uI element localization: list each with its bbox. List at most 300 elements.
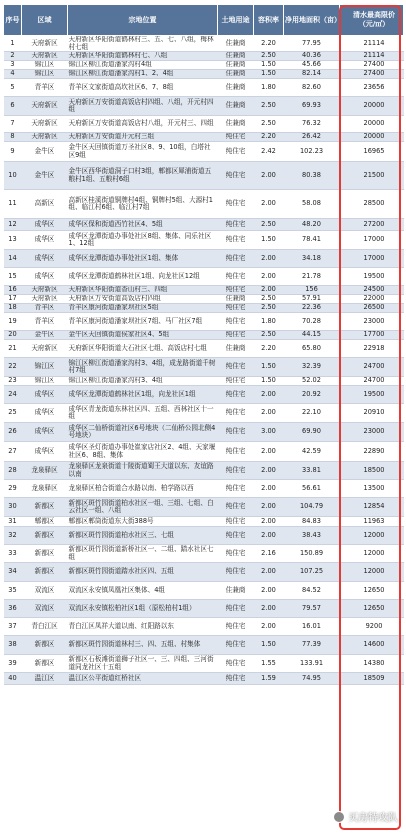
- cell-no: 31: [4, 517, 22, 527]
- cell-use: 住兼商: [218, 582, 254, 600]
- cell-no: 27: [4, 442, 22, 462]
- cell-district: 新都区: [22, 545, 68, 563]
- cell-price: 18509: [340, 673, 404, 685]
- cell-price: 12650: [340, 600, 404, 618]
- cell-use: 纯住宅: [218, 142, 254, 162]
- cell-area: 77.95: [284, 36, 340, 52]
- table-row: [4, 582, 404, 600]
- cell-location: 龙泉驿区龙泉街道十陵街道蜀王大道以东、友谊路以南: [68, 462, 218, 480]
- cell-far: 2.50: [254, 295, 284, 304]
- cell-district: 天府新区: [22, 116, 68, 133]
- cell-location: 新都区斑竹园街道柏水社区一组、三组、七组、白云社区一组、八组: [68, 498, 218, 517]
- cell-far: 2.00: [254, 190, 284, 219]
- table-row: [4, 36, 404, 52]
- cell-price: 11963: [340, 517, 404, 527]
- header-row: [4, 5, 404, 36]
- cell-price: 27200: [340, 219, 404, 231]
- cell-use: 纯住宅: [218, 618, 254, 636]
- cell-price: 12000: [340, 545, 404, 563]
- cell-use: 纯住宅: [218, 190, 254, 219]
- cell-district: 龙泉驿区: [22, 462, 68, 480]
- cell-no: 9: [4, 142, 22, 162]
- cell-location: 青羊区康河街道潘家坝社区7组、马厂社区7组: [68, 313, 218, 331]
- cell-area: 21.78: [284, 268, 340, 286]
- cell-price: 17000: [340, 231, 404, 250]
- cell-far: 1.50: [254, 636, 284, 655]
- cell-location: 温江区公平街道红桥社区: [68, 673, 218, 685]
- cell-area: 69.90: [284, 423, 340, 442]
- table-row: [4, 133, 404, 142]
- cell-area: 32.39: [284, 358, 340, 377]
- cell-area: 82.60: [284, 79, 340, 97]
- cell-area: 16.01: [284, 618, 340, 636]
- cell-use: 纯住宅: [218, 331, 254, 340]
- cell-no: 6: [4, 97, 22, 116]
- cell-far: 2.16: [254, 545, 284, 563]
- table-row: [4, 442, 404, 462]
- cell-price: 18500: [340, 462, 404, 480]
- cell-no: 37: [4, 618, 22, 636]
- table-body: [4, 36, 404, 685]
- cell-use: 住兼商: [218, 36, 254, 52]
- cell-use: 纯住宅: [218, 358, 254, 377]
- cell-price: 27400: [340, 61, 404, 70]
- cell-far: 2.00: [254, 386, 284, 404]
- table-row: [4, 655, 404, 673]
- table-row: [4, 563, 404, 582]
- cell-no: 4: [4, 70, 22, 79]
- cell-location: 新都区斑竹园街道柏水社区三、七组: [68, 527, 218, 545]
- cell-far: 2.00: [254, 498, 284, 517]
- cell-price: 20000: [340, 116, 404, 133]
- cell-location: 成华区龙潭街道鹤林社区1组、向龙社区12组: [68, 268, 218, 286]
- cell-price: 21114: [340, 36, 404, 52]
- table-row: [4, 250, 404, 268]
- cell-area: 33.81: [284, 462, 340, 480]
- table-row: [4, 304, 404, 313]
- table-row: [4, 142, 404, 162]
- cell-no: 5: [4, 79, 22, 97]
- cell-no: 36: [4, 600, 22, 618]
- cell-area: 42.59: [284, 442, 340, 462]
- cell-district: 新都区: [22, 636, 68, 655]
- cell-area: 22.10: [284, 404, 340, 423]
- cell-no: 16: [4, 286, 22, 295]
- cell-district: 成华区: [22, 442, 68, 462]
- header-no: 序号: [4, 5, 22, 36]
- cell-far: 1.50: [254, 70, 284, 79]
- cell-use: 住兼商: [218, 79, 254, 97]
- cell-location: 天府新区华阳街道鹤林村三、五、七、八组，梅林村七组: [68, 36, 218, 52]
- cell-area: 78.41: [284, 231, 340, 250]
- cell-no: 26: [4, 423, 22, 442]
- cell-no: 1: [4, 36, 22, 52]
- cell-area: 150.89: [284, 545, 340, 563]
- cell-area: 84.52: [284, 582, 340, 600]
- cell-location: 金牛区天回镇街道万圣社区8、9、10组，白塔社区9组: [68, 142, 218, 162]
- cell-location: 锦江区柳江街道潘家沟村3、4组: [68, 377, 218, 386]
- cell-use: 住兼商: [218, 70, 254, 79]
- header-area: 净用地面积（亩）: [284, 5, 340, 36]
- cell-district: 锦江区: [22, 70, 68, 79]
- cell-use: 纯住宅: [218, 527, 254, 545]
- cell-area: 77.39: [284, 636, 340, 655]
- cell-use: 住兼商: [218, 340, 254, 358]
- cell-location: 天府新区华阳街道香山村三、四组: [68, 286, 218, 295]
- cell-district: 郫都区: [22, 517, 68, 527]
- cell-area: 76.32: [284, 116, 340, 133]
- cell-district: 锦江区: [22, 358, 68, 377]
- cell-use: 住兼商: [218, 295, 254, 304]
- cell-district: 新都区: [22, 563, 68, 582]
- cell-no: 8: [4, 133, 22, 142]
- cell-use: 纯住宅: [218, 313, 254, 331]
- cell-location: 高新区桂溪街道铜牌村4组、铜牌村5组、大源村1组、临江村6组、临江村7组: [68, 190, 218, 219]
- cell-price: 12650: [340, 582, 404, 600]
- cell-district: 锦江区: [22, 61, 68, 70]
- cell-far: 2.00: [254, 286, 284, 295]
- cell-location: 成华区龙潭街道办事处社区8组、集体、同乐社区1、12组: [68, 231, 218, 250]
- cell-no: 32: [4, 527, 22, 545]
- cell-district: 青羊区: [22, 79, 68, 97]
- cell-far: 1.50: [254, 358, 284, 377]
- cell-area: 80.38: [284, 162, 340, 190]
- cell-area: 44.15: [284, 331, 340, 340]
- cell-far: 2.00: [254, 462, 284, 480]
- header-location: 宗地位置: [68, 5, 218, 36]
- cell-location: 金牛区西华街道洞子口村3组，郫都区犀浦街道五粮村1组、五粮村6组: [68, 162, 218, 190]
- cell-price: 24700: [340, 358, 404, 377]
- cell-location: 成华区龙潭街道办事处社区1组、集体: [68, 250, 218, 268]
- cell-use: 纯住宅: [218, 480, 254, 498]
- cell-location: 锦江区柳江街道潘家沟村4组: [68, 61, 218, 70]
- cell-no: 38: [4, 636, 22, 655]
- cell-district: 成华区: [22, 219, 68, 231]
- cell-area: 84.83: [284, 517, 340, 527]
- cell-use: 纯住宅: [218, 545, 254, 563]
- cell-no: 40: [4, 673, 22, 685]
- cell-area: 52.02: [284, 377, 340, 386]
- cell-no: 3: [4, 61, 22, 70]
- cell-district: 成华区: [22, 423, 68, 442]
- cell-price: 20000: [340, 97, 404, 116]
- land-auction-table: [3, 4, 404, 685]
- cell-price: 17700: [340, 331, 404, 340]
- cell-use: 纯住宅: [218, 442, 254, 462]
- cell-location: 天府新区万安街道高饭店村八组，开元村三、四组: [68, 116, 218, 133]
- cell-far: 3.00: [254, 423, 284, 442]
- cell-area: 69.93: [284, 97, 340, 116]
- cell-area: 56.61: [284, 480, 340, 498]
- table-row: [4, 545, 404, 563]
- land-auction-table-container: [3, 4, 403, 685]
- cell-no: 29: [4, 480, 22, 498]
- cell-district: 金牛区: [22, 162, 68, 190]
- cell-area: 48.20: [284, 219, 340, 231]
- table-row: [4, 295, 404, 304]
- cell-price: 19500: [340, 268, 404, 286]
- cell-district: 青羊区: [22, 304, 68, 313]
- table-row: [4, 331, 404, 340]
- header-district: 区域: [22, 5, 68, 36]
- cell-area: 34.18: [284, 250, 340, 268]
- cell-price: 14600: [340, 636, 404, 655]
- cell-no: 15: [4, 268, 22, 286]
- cell-district: 成华区: [22, 231, 68, 250]
- cell-location: 双流区永安镇凤凰社区集体、4组: [68, 582, 218, 600]
- cell-far: 2.50: [254, 52, 284, 61]
- cell-far: 2.00: [254, 404, 284, 423]
- cell-far: 1.80: [254, 313, 284, 331]
- cell-use: 纯住宅: [218, 563, 254, 582]
- cell-area: 40.36: [284, 52, 340, 61]
- cell-district: 金牛区: [22, 142, 68, 162]
- cell-area: 79.57: [284, 600, 340, 618]
- cell-no: 39: [4, 655, 22, 673]
- cell-use: 纯住宅: [218, 636, 254, 655]
- cell-district: 天府新区: [22, 52, 68, 61]
- cell-price: 23656: [340, 79, 404, 97]
- cell-far: 1.50: [254, 61, 284, 70]
- table-row: [4, 377, 404, 386]
- cell-price: 19500: [340, 386, 404, 404]
- cell-no: 11: [4, 190, 22, 219]
- cell-district: 锦江区: [22, 377, 68, 386]
- cell-far: 2.50: [254, 97, 284, 116]
- header-far: 容积率: [254, 5, 284, 36]
- cell-far: 2.00: [254, 517, 284, 527]
- cell-district: 天府新区: [22, 340, 68, 358]
- cell-no: 12: [4, 219, 22, 231]
- cell-price: 26500: [340, 304, 404, 313]
- cell-location: 天府新区华阳街道大石社区七组、高饭店村七组: [68, 340, 218, 358]
- cell-district: 双流区: [22, 582, 68, 600]
- cell-location: 锦江区柳江街道潘家沟村1、2、4组: [68, 70, 218, 79]
- cell-use: 纯住宅: [218, 268, 254, 286]
- cell-area: 82.14: [284, 70, 340, 79]
- table-row: [4, 600, 404, 618]
- cell-price: 22918: [340, 340, 404, 358]
- cell-use: 纯住宅: [218, 673, 254, 685]
- cell-use: 住兼商: [218, 52, 254, 61]
- cell-price: 16965: [340, 142, 404, 162]
- cell-price: 12000: [340, 527, 404, 545]
- cell-district: 新都区: [22, 527, 68, 545]
- cell-price: 28500: [340, 190, 404, 219]
- cell-use: 纯住宅: [218, 304, 254, 313]
- cell-far: 2.20: [254, 36, 284, 52]
- table-row: [4, 70, 404, 79]
- cell-price: 24500: [340, 286, 404, 295]
- cell-no: 18: [4, 304, 22, 313]
- cell-use: 住兼商: [218, 61, 254, 70]
- cell-district: 天府新区: [22, 97, 68, 116]
- table-row: [4, 79, 404, 97]
- table-header: [4, 5, 404, 36]
- cell-far: 2.50: [254, 304, 284, 313]
- cell-area: 70.28: [284, 313, 340, 331]
- cell-price: 17000: [340, 250, 404, 268]
- table-row: [4, 462, 404, 480]
- cell-no: 34: [4, 563, 22, 582]
- cell-no: 23: [4, 377, 22, 386]
- table-row: [4, 219, 404, 231]
- cell-area: 38.43: [284, 527, 340, 545]
- cell-no: 17: [4, 295, 22, 304]
- cell-district: 双流区: [22, 600, 68, 618]
- cell-use: 纯住宅: [218, 231, 254, 250]
- cell-district: 天府新区: [22, 133, 68, 142]
- table-row: [4, 498, 404, 517]
- cell-area: 22.36: [284, 304, 340, 313]
- cell-district: 成华区: [22, 386, 68, 404]
- cell-location: 天府新区万安街道高饭店村四组、八组，开元村四组: [68, 97, 218, 116]
- cell-price: 9200: [340, 618, 404, 636]
- table-row: [4, 423, 404, 442]
- table-row: [4, 358, 404, 377]
- cell-district: 青白江区: [22, 618, 68, 636]
- cell-area: 156: [284, 286, 340, 295]
- cell-no: 30: [4, 498, 22, 517]
- cell-area: 45.66: [284, 61, 340, 70]
- cell-far: 2.20: [254, 340, 284, 358]
- cell-far: 2.00: [254, 618, 284, 636]
- cell-use: 纯住宅: [218, 423, 254, 442]
- cell-no: 28: [4, 462, 22, 480]
- cell-location: 新都区斑竹园街道林村三、四、五组、村集体: [68, 636, 218, 655]
- cell-no: 21: [4, 340, 22, 358]
- cell-area: 74.95: [284, 673, 340, 685]
- cell-far: 2.00: [254, 268, 284, 286]
- cell-price: 23000: [340, 423, 404, 442]
- cell-far: 2.00: [254, 563, 284, 582]
- table-row: [4, 673, 404, 685]
- cell-location: 锦江区柳江街道潘家沟村3、4组，成龙路街道千树村7组: [68, 358, 218, 377]
- cell-no: 13: [4, 231, 22, 250]
- cell-no: 33: [4, 545, 22, 563]
- cell-far: 2.00: [254, 162, 284, 190]
- cell-price: 20910: [340, 404, 404, 423]
- cell-no: 2: [4, 52, 22, 61]
- cell-price: 12854: [340, 498, 404, 517]
- cell-no: 20: [4, 331, 22, 340]
- cell-location: 新都区斑竹园街道新桥社区一、二组、踏水社区七组: [68, 545, 218, 563]
- cell-no: 10: [4, 162, 22, 190]
- cell-location: 成华区龙潭街道鹤林社区1组，向龙社区1组: [68, 386, 218, 404]
- table-row: [4, 618, 404, 636]
- cell-use: 住兼商: [218, 116, 254, 133]
- cell-no: 24: [4, 386, 22, 404]
- cell-district: 高新区: [22, 190, 68, 219]
- cell-area: 20.92: [284, 386, 340, 404]
- cell-use: 纯住宅: [218, 462, 254, 480]
- cell-area: 65.80: [284, 340, 340, 358]
- cell-far: 2.00: [254, 442, 284, 462]
- cell-far: 2.00: [254, 250, 284, 268]
- table-row: [4, 636, 404, 655]
- cell-use: 纯住宅: [218, 286, 254, 295]
- cell-location: 天府新区万安街道开元村三组: [68, 133, 218, 142]
- header-use: 土地用途: [218, 5, 254, 36]
- cell-district: 温江区: [22, 673, 68, 685]
- cell-far: 2.50: [254, 116, 284, 133]
- cell-district: 天府新区: [22, 36, 68, 52]
- account-avatar-icon: [333, 811, 345, 823]
- cell-use: 纯住宅: [218, 250, 254, 268]
- cell-district: 成华区: [22, 404, 68, 423]
- cell-location: 青羊区文家街道高坎社区6、7、8组: [68, 79, 218, 97]
- cell-area: 58.08: [284, 190, 340, 219]
- cell-location: 龙泉驿区柏合街道合水路以南、柏学路以西: [68, 480, 218, 498]
- table-row: [4, 313, 404, 331]
- table-row: [4, 340, 404, 358]
- cell-far: 1.80: [254, 79, 284, 97]
- table-row: [4, 190, 404, 219]
- cell-location: 金牛区天回镇街道侯家社区4、5组: [68, 331, 218, 340]
- cell-price: 12000: [340, 563, 404, 582]
- cell-far: 1.55: [254, 655, 284, 673]
- cell-use: 住兼商: [218, 97, 254, 116]
- cell-price: 21114: [340, 52, 404, 61]
- cell-use: 纯住宅: [218, 133, 254, 142]
- cell-use: 纯住宅: [218, 162, 254, 190]
- table-row: [4, 286, 404, 295]
- cell-district: 龙泉驿区: [22, 480, 68, 498]
- cell-location: 成华区青龙街道东林社区四、五组、西林社区十一组: [68, 404, 218, 423]
- cell-use: 纯住宅: [218, 386, 254, 404]
- cell-no: 22: [4, 358, 22, 377]
- cell-no: 7: [4, 116, 22, 133]
- cell-district: 新都区: [22, 498, 68, 517]
- watermark-text: 买房特攻队: [348, 813, 398, 824]
- cell-area: 57.91: [284, 295, 340, 304]
- cell-area: 26.42: [284, 133, 340, 142]
- cell-location: 青羊区康河街道潘家坝社区5组: [68, 304, 218, 313]
- cell-area: 104.79: [284, 498, 340, 517]
- cell-far: 2.50: [254, 331, 284, 340]
- table-row: [4, 480, 404, 498]
- cell-use: 纯住宅: [218, 600, 254, 618]
- cell-district: 天府新区: [22, 286, 68, 295]
- cell-area: 102.23: [284, 142, 340, 162]
- cell-far: 1.50: [254, 377, 284, 386]
- cell-area: 133.91: [284, 655, 340, 673]
- cell-location: 新都区石板滩街道狮子社区一、三、四组、三河街道同龙社区十五组: [68, 655, 218, 673]
- cell-location: 郫都区郫筒街道东大街388号: [68, 517, 218, 527]
- cell-no: 35: [4, 582, 22, 600]
- table-row: [4, 52, 404, 61]
- cell-price: 23000: [340, 313, 404, 331]
- cell-far: 1.50: [254, 231, 284, 250]
- cell-use: 纯住宅: [218, 404, 254, 423]
- table-row: [4, 268, 404, 286]
- cell-use: 纯住宅: [218, 517, 254, 527]
- cell-no: 14: [4, 250, 22, 268]
- cell-price: 21500: [340, 162, 404, 190]
- cell-no: 25: [4, 404, 22, 423]
- table-row: [4, 386, 404, 404]
- cell-far: 1.59: [254, 673, 284, 685]
- cell-use: 纯住宅: [218, 655, 254, 673]
- table-row: [4, 116, 404, 133]
- cell-location: 新都区斑竹园街道踏水社区四、五组: [68, 563, 218, 582]
- cell-far: 2.00: [254, 600, 284, 618]
- cell-district: 成华区: [22, 268, 68, 286]
- cell-far: 2.00: [254, 527, 284, 545]
- cell-district: 新都区: [22, 655, 68, 673]
- cell-location: 双流区永安镇松柏社区1组（原松柏村1组）: [68, 600, 218, 618]
- cell-location: 成华区圣灯街道办事处崔家店社区2、4组、天家堰社区6、8组、集体: [68, 442, 218, 462]
